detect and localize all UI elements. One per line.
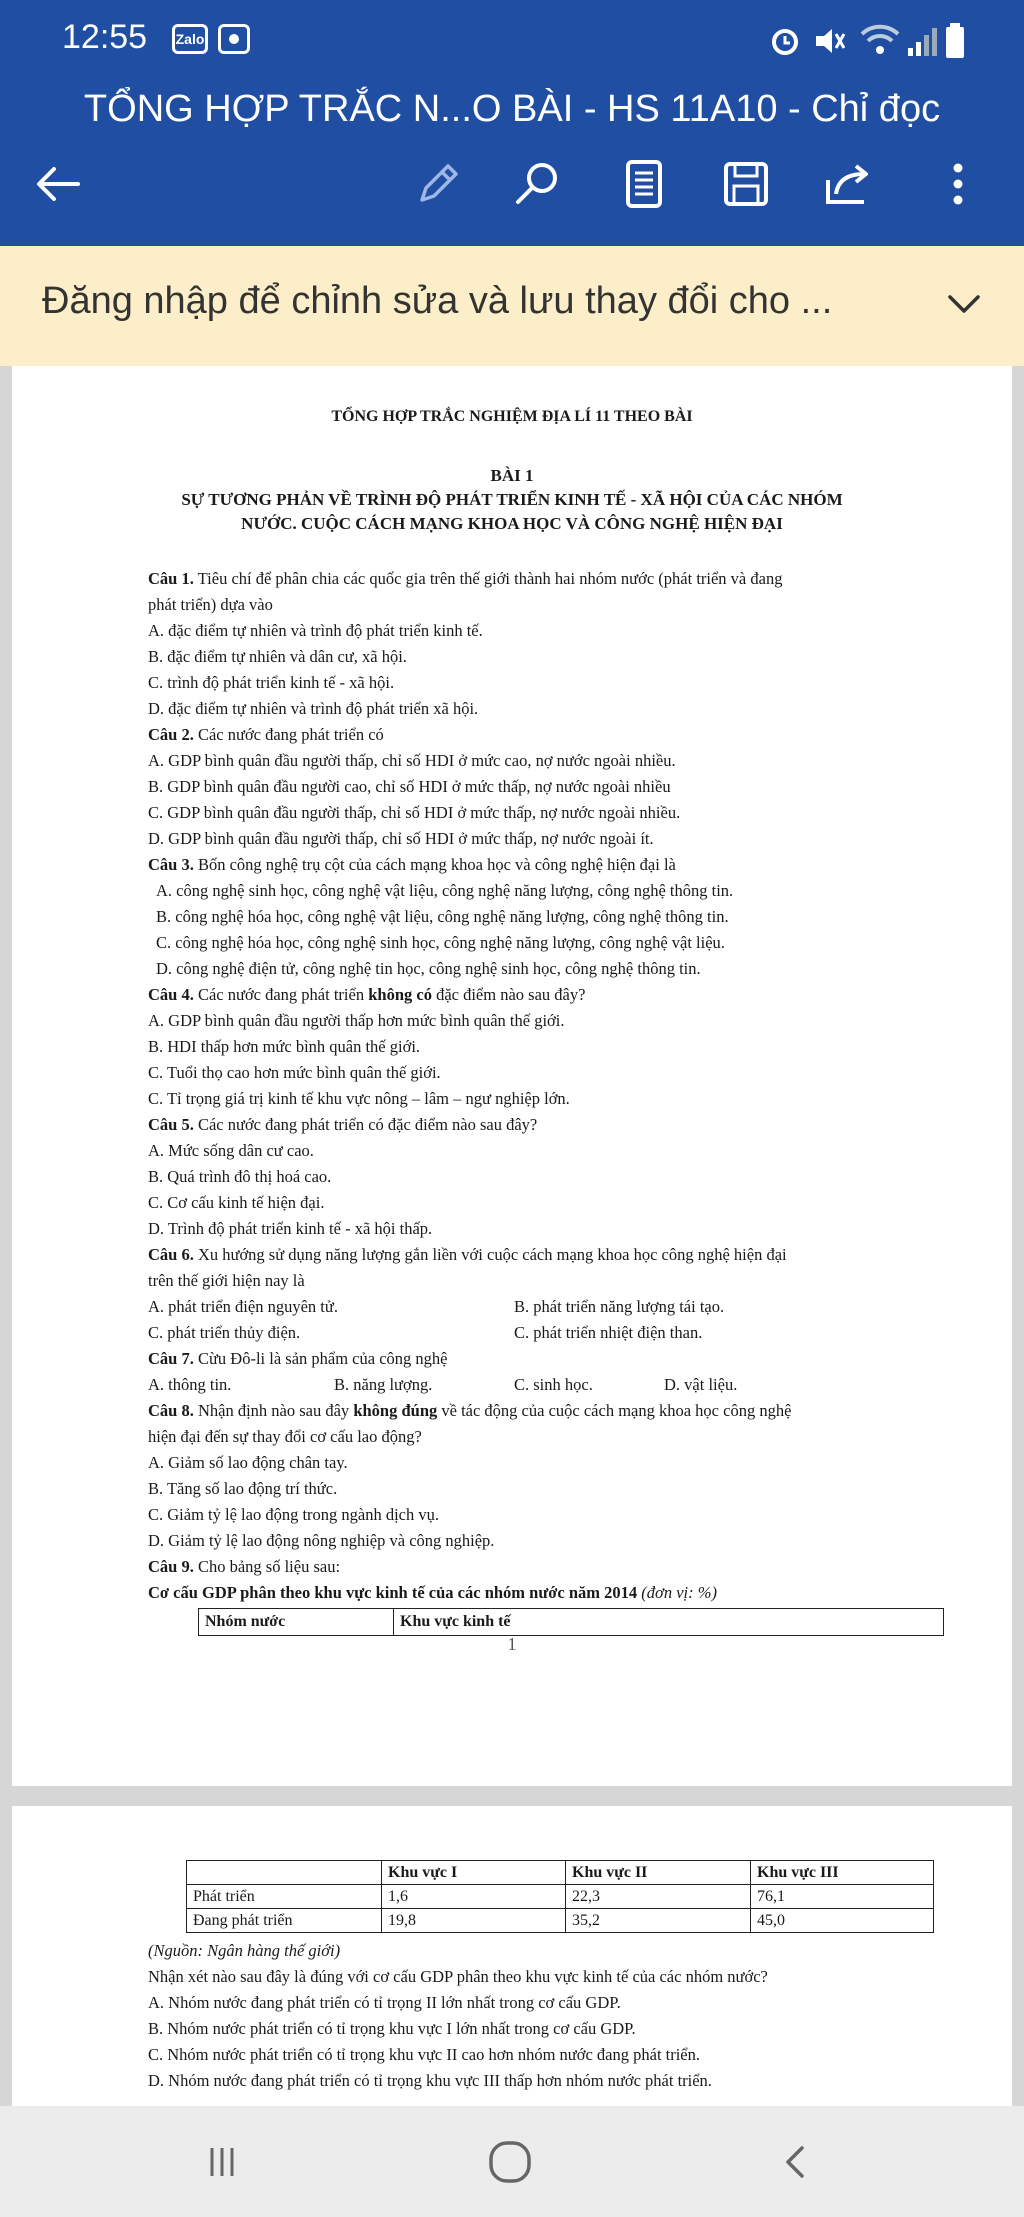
option-a: A. GDP bình quân đầu người thấp hơn mức bình quân thế giới.	[148, 1011, 565, 1030]
system-nav-bar	[0, 2106, 1024, 2217]
battery-icon	[944, 22, 966, 60]
question-3	[148, 852, 948, 878]
option-a: A. phát triển điện nguyên tử.	[148, 1297, 338, 1316]
search-icon[interactable]	[508, 154, 568, 214]
table-row	[199, 1609, 944, 1636]
mute-icon	[812, 24, 848, 58]
share-icon[interactable]	[818, 154, 878, 214]
question-text: Cho bảng số liệu sau:	[197, 1557, 341, 1576]
table-cell: 19,8	[382, 1909, 566, 1933]
question-text: Các nước đang phát triển có đặc điểm nào sau đây?	[197, 1115, 538, 1134]
question-label: Câu 9.	[148, 1557, 194, 1576]
question-label: Câu 1.	[148, 569, 194, 588]
table-title-row	[148, 1580, 948, 1606]
question-text-cont: hiện đại đến sự thay đổi cơ cấu lao động?	[148, 1427, 422, 1446]
option-b: B. Tăng số lao động trí thức.	[148, 1479, 338, 1498]
option-b: B. Quá trình đô thị hoá cao.	[148, 1167, 332, 1186]
option-a: A. đặc điểm tự nhiên và trình độ phát triển kinh tế.	[148, 621, 483, 640]
question-1	[148, 566, 948, 592]
lesson-label: BÀI 1	[490, 466, 534, 485]
table-unit: (đơn vị: %)	[641, 1583, 717, 1602]
question-text: Các nước đang phát triển có	[197, 725, 384, 744]
option-b: B. phát triển năng lượng tái tạo.	[514, 1297, 725, 1316]
document-main-title: TỔNG HỢP TRẮC NGHIỆM ĐỊA LÍ 11 THEO BÀI	[331, 408, 693, 425]
back-nav-icon[interactable]	[766, 2134, 826, 2190]
option-a: A. Mức sống dân cư cao.	[148, 1141, 314, 1160]
question-emphasis: không đúng	[353, 1401, 438, 1420]
question-label: Câu 2.	[148, 725, 194, 744]
question-text: về tác động của cuộc cách mạng khoa học công nghệ	[441, 1401, 792, 1420]
table-cell: 76,1	[751, 1885, 934, 1909]
table-header-cell: Khu vực kinh tế	[394, 1609, 944, 1636]
option-d: C. phát triển nhiệt điện than.	[514, 1323, 703, 1342]
question-label: Câu 4.	[148, 985, 194, 1004]
table-cell: 1,6	[382, 1885, 566, 1909]
table-header-cell	[187, 1861, 382, 1885]
option-a: A. GDP bình quân đầu người thấp, chỉ số HDI ở mức cao, nợ nước ngoài nhiều.	[148, 751, 676, 770]
option-c: C. Nhóm nước phát triển có tỉ trọng khu vực II cao hơn nhóm nước đang phát triển.	[148, 2045, 701, 2064]
option-c: C. phát triển thủy điện.	[148, 1323, 301, 1342]
question-2	[148, 722, 948, 748]
question-label: Câu 6.	[148, 1245, 194, 1264]
option-row	[148, 1372, 948, 1398]
option-c: C. GDP bình quân đầu người thấp, chỉ số HDI ở mức thấp, nợ nước ngoài nhiều.	[148, 803, 681, 822]
zalo-icon: Zalo	[172, 24, 208, 54]
question-text: Nhận xét nào sau đây là đúng với cơ cấu GDP phân theo khu vực kinh tế của các nhóm nước?	[148, 1967, 768, 1986]
alarm-icon	[768, 24, 802, 58]
option-c: C. Cơ cấu kinh tế hiện đại.	[148, 1193, 325, 1212]
table-cell: 22,3	[566, 1885, 751, 1909]
option-a: A. Nhóm nước đang phát triển có tỉ trọng II lớn nhất trong cơ cấu GDP.	[148, 1993, 621, 2012]
table-title: Cơ cấu GDP phân theo khu vực kinh tế của các nhóm nước năm 2014	[148, 1583, 638, 1602]
option-b: B. GDP bình quân đầu người cao, chỉ số HDI ở mức thấp, nợ nước ngoài nhiều	[148, 777, 671, 796]
question-text-cont: trên thế giới hiện nay là	[148, 1271, 305, 1290]
option-b: B. HDI thấp hơn mức bình quân thế giới.	[148, 1037, 421, 1056]
question-text: Nhận định nào sau đây	[197, 1401, 350, 1420]
signin-banner[interactable]	[0, 246, 1024, 366]
question-7	[148, 1346, 948, 1372]
status-time: 12:55	[62, 18, 148, 56]
question-text: Xu hướng sử dụng năng lượng gắn liền với cuộc cách mạng khoa học công nghệ hiện đại	[197, 1245, 787, 1264]
option-b: B. công nghệ hóa học, công nghệ vật liệu, công nghệ năng lượng, công nghệ thông tin.	[156, 907, 729, 926]
option-d: D. công nghệ điện tử, công nghệ tin học, công nghệ sinh học, công nghệ thông tin.	[156, 959, 701, 978]
edit-pencil-icon[interactable]	[408, 154, 468, 214]
option-c: C. sinh học.	[514, 1375, 593, 1394]
question-emphasis: không có	[368, 985, 432, 1004]
question-label: Câu 8.	[148, 1401, 194, 1420]
option-a: A. thông tin.	[148, 1375, 232, 1394]
option-c: C. công nghệ hóa học, công nghệ sinh học, công nghệ năng lượng, công nghệ vật liệu.	[156, 933, 725, 952]
table-row	[187, 1885, 934, 1909]
signin-banner-text: Đăng nhập để chỉnh sửa và lưu thay đổi cho ...	[42, 280, 833, 322]
question-text: Tiêu chí để phân chia các quốc gia trên thế giới thành hai nhóm nước (phát triển và đang	[197, 569, 783, 588]
question-9-continued	[148, 1938, 948, 2094]
question-text: đặc điểm nào sau đây?	[436, 985, 586, 1004]
option-a: A. Giảm số lao động chân tay.	[148, 1453, 348, 1472]
gdp-table	[186, 1860, 934, 1933]
signal-icon	[906, 24, 940, 58]
option-b: B. năng lượng.	[334, 1375, 433, 1394]
option-d: C. Tỉ trọng giá trị kinh tế khu vực nông – lâm – ngư nghiệp lớn.	[148, 1089, 570, 1108]
table-header-row	[187, 1861, 934, 1885]
option-b: B. Nhóm nước phát triển có tỉ trọng khu vực I lớn nhất trong cơ cấu GDP.	[148, 2019, 636, 2038]
reading-view-icon[interactable]	[614, 154, 674, 214]
option-a: A. công nghệ sinh học, công nghệ vật liệu, công nghệ năng lượng, công nghệ thông tin.	[156, 881, 734, 900]
option-b: B. đặc điểm tự nhiên và dân cư, xã hội.	[148, 647, 407, 666]
table-header-cell: Nhóm nước	[199, 1609, 394, 1636]
square-dot-icon	[218, 24, 250, 54]
question-text: Các nước đang phát triển	[197, 985, 365, 1004]
option-d: D. Nhóm nước đang phát triển có tỉ trọng khu vực III thấp hơn nhóm nước phát triển.	[148, 2071, 712, 2090]
lesson-title-line1: SỰ TƯƠNG PHẢN VỀ TRÌNH ĐỘ PHÁT TRIỂN KINH TẾ - XÃ HỘI CỦA CÁC NHÓM	[181, 490, 843, 509]
option-c: C. Giảm tỷ lệ lao động trong ngành dịch vụ.	[148, 1505, 439, 1524]
table-cell: Phát triển	[187, 1885, 382, 1909]
question-label: Câu 3.	[148, 855, 194, 874]
page-number: 1	[507, 1634, 517, 1654]
question-list	[148, 566, 948, 1636]
option-row	[148, 1294, 948, 1320]
table-header-partial	[198, 1608, 944, 1636]
question-8	[148, 1398, 948, 1424]
question-text-cont: phát triển) dựa vào	[148, 595, 273, 614]
option-c: C. Tuổi thọ cao hơn mức bình quân thế giới.	[148, 1063, 441, 1082]
chevron-down-icon[interactable]	[942, 282, 986, 326]
question-6	[148, 1242, 948, 1268]
option-c: C. trình độ phát triển kinh tế - xã hội.	[148, 673, 395, 692]
document-page-2	[12, 1806, 1012, 2106]
table-cell: 35,2	[566, 1909, 751, 1933]
table-cell: Đang phát triển	[187, 1909, 382, 1933]
lesson-title-line2: NƯỚC. CUỘC CÁCH MẠNG KHOA HỌC VÀ CÔNG NGHỆ HIỆN ĐẠI	[241, 514, 783, 533]
option-d: D. Trình độ phát triển kinh tế - xã hội thấp.	[148, 1219, 433, 1238]
table-source: (Nguồn: Ngân hàng thế giới)	[148, 1941, 341, 1960]
save-icon[interactable]	[716, 154, 776, 214]
question-4	[148, 982, 948, 1008]
document-page-1	[12, 366, 1012, 1786]
app-bar	[0, 80, 1024, 246]
table-header-cell: Khu vực I	[382, 1861, 566, 1885]
table-header-cell: Khu vực II	[566, 1861, 751, 1885]
question-text: Cừu Đô-li là sản phẩm của công nghệ	[197, 1349, 448, 1368]
wifi-icon	[858, 20, 902, 58]
table-row	[187, 1909, 934, 1933]
question-5	[148, 1112, 948, 1138]
option-d: D. đặc điểm tự nhiên và trình độ phát triển xã hội.	[148, 699, 479, 718]
status-bar	[0, 0, 1024, 80]
question-text: Bốn công nghệ trụ cột của cách mạng khoa học và công nghệ hiện đại là	[197, 855, 676, 874]
back-arrow-icon[interactable]	[28, 154, 88, 214]
option-row	[148, 1320, 948, 1346]
table-header-cell: Khu vực III	[751, 1861, 934, 1885]
more-vertical-icon[interactable]	[928, 154, 988, 214]
table-cell: 45,0	[751, 1909, 934, 1933]
option-d: D. vật liệu.	[664, 1375, 738, 1394]
question-label: Câu 7.	[148, 1349, 194, 1368]
option-d: D. GDP bình quân đầu người thấp, chỉ số HDI ở mức thấp, nợ nước ngoài ít.	[148, 829, 654, 848]
question-9	[148, 1554, 948, 1580]
option-d: D. Giảm tỷ lệ lao động nông nghiệp và công nghiệp.	[148, 1531, 495, 1550]
question-label: Câu 5.	[148, 1115, 194, 1134]
document-title: TỔNG HỢP TRẮC N...O BÀI - HS 11A10 - Chỉ đọc	[83, 88, 941, 130]
recent-apps-icon[interactable]	[192, 2134, 252, 2190]
home-icon[interactable]	[480, 2134, 540, 2190]
